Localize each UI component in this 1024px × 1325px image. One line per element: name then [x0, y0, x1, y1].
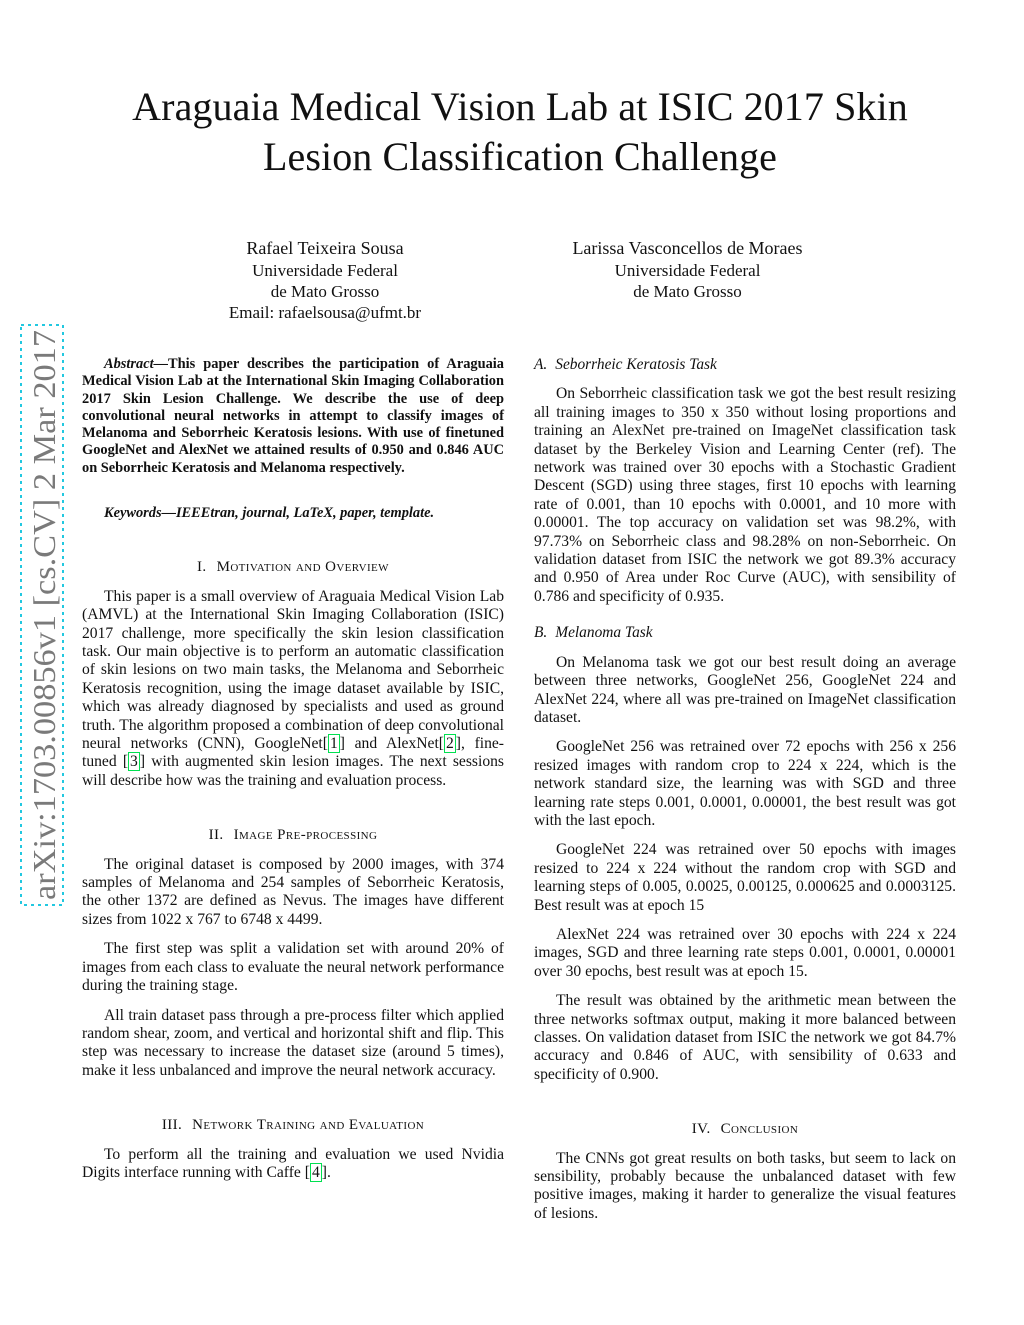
subsection-heading: B. Melanoma Task [534, 624, 653, 642]
left-column [82, 356, 504, 1182]
author-affiliation: de Mato Grosso [633, 282, 742, 301]
author-name: Larissa Vasconcellos de Moraes [572, 238, 803, 258]
paragraph: This paper is a small overview of Araguaia Medical Vision Lab (AMVL) at the International Skin Imaging Collaboration (ISIC) 2017 challenge, more specifically the skin lesion classification task. Our main objective is to perform an automatic classification of skin lesions on two main tasks, the Melanoma and Seborrheic Keratosis recognition, using the image dataset available by ISIC, which was already diagnosed by specialists and used as ground truth. The algorithm proposed a combination of deep convolutional neural networks (CNN), GoogleNet[ 1 ] and AlexNet[ 2 ], fine-tuned [ 3 ] with augmented skin lesion images. The next sessions will describe how was the training and evaluation process. [82, 587, 505, 789]
citation-link[interactable]: 1 [329, 735, 338, 753]
section-heading: III. Network Training and Evaluation [161, 1117, 425, 1134]
citation-link[interactable]: 3 [130, 753, 138, 771]
author-block-1 [180, 236, 470, 323]
paragraph: All train dataset pass through a pre-process filter which applied random shear, zoom, and vertical and horizontal shift and flip. This step was necessary to increase the dataset size (around 5 times), make it less unbalanced and improve the neural network accuracy. [82, 1006, 504, 1079]
section-heading: II. Image Pre-processing [208, 827, 378, 844]
section-heading: IV. Conclusion [691, 1121, 799, 1138]
author-email: Email: rafaelsousa@ufmt.br [228, 303, 422, 322]
keywords: Keywords—IEEEtran, journal, LaTeX, paper, template. [104, 505, 435, 522]
paragraph: On Seborrheic classification task we got the best result resizing all training images to 350 x 350 without losing proportions and training an AlexNet pre-trained on ImageNet classification task dataset by the Berkeley Vision and Learning Center (ref). The network was trained over 30 epochs with a Stochastic Gradient Descent (SGD) using three stages, first 10 epochs with learning rate of 0.001, than 10 epochs with 0.0001, and 10 more with 0.00001. The top accuracy on validation set was 98.2%, with 97.73% on Seborrheic class and 98.28% on non-Seborrheic. On validation dataset from ISIC the network we got 89.3% accuracy and 0.950 of Area under Roc Curve (AUC), with sensibility of 0.786 and specificity of 0.935. [534, 385, 956, 605]
author-affiliation: Universidade Federal [252, 261, 398, 280]
paragraph: The first step was split a validation set with around 20% of images from each class to evaluate the neural network performance during the training stage. [82, 940, 504, 995]
author-name: Rafael Teixeira Sousa [246, 238, 404, 258]
section-heading: I. Motivation and Overview [197, 559, 389, 576]
subsection-heading: A. Seborrheic Keratosis Task [534, 356, 717, 373]
arxiv-stamp [18, 322, 66, 908]
arxiv-stamp-graphic [18, 322, 66, 908]
paragraph: GoogleNet 256 was retrained over 72 epochs with 256 x 256 resized images with random crop to 224 x 224, which is the network standard size, the learning was with SGD and three learning rate steps 0.001, 0.0001, 0.00001, the best result was got with the last epoch. [534, 738, 956, 829]
abstract-text: This paper describes the participation of Araguaia Medical Vision Lab at the International Skin Imaging Collaboration 2017 Skin Lesion Challenge. We describe the use of deep convolutional neural networks in attempt to classify images of Melanoma and Seborrheic Keratosis lesions. With use of finetuned GoogleNet and AlexNet we attained results of 0.950 and 0.846 AUC on Seborrheic Keratosis and Melanoma respectively. [82, 356, 504, 476]
paper-title: Araguaia Medical Vision Lab at ISIC 2017 Skin Lesion Classification Challenge [132, 84, 908, 179]
citation-link[interactable]: 4 [311, 1163, 320, 1181]
author-affiliation: Universidade Federal [614, 261, 761, 280]
paragraph: GoogleNet 224 was retrained over 50 epochs with images resized to 224 x 224 without the random crop with SGD and learning steps of 0.005, 0.0025, 0.00125, 0.000625 and 0.0003125. Best result was at epoch 15 [534, 841, 956, 914]
author-block-2 [540, 236, 835, 302]
abstract [82, 356, 504, 477]
paragraph: On Melanoma task we got our best result doing an average between three networks, GoogleNet 256, GoogleNet 224 and AlexNet 224, where all was pre-trained on ImageNet classification dataset. [534, 653, 956, 726]
right-column [534, 356, 956, 1223]
author-affiliation: de Mato Grosso [270, 282, 380, 301]
arxiv-stamp-text: arXiv:1703.00856v1 [cs.CV] 2 Mar 2017 [27, 376, 62, 900]
paragraph: The result was obtained by the arithmetic mean between the three networks softmax output, making it more balanced between classes. On validation dataset from ISIC the network we got 84.7% accuracy and 0.846 of AUC, with sensibility of 0.633 and specificity of 0.900. [534, 992, 956, 1083]
citation-link[interactable]: 2 [446, 735, 454, 753]
paragraph: The CNNs got great results on both tasks, but seem to lack on sensibility, probably because the unbalanced dataset with few positive images, making it harder to generalize the visual features of lesions. [534, 1149, 956, 1222]
abstract-label: Abstract— [104, 356, 168, 372]
paragraph: To perform all the training and evaluation we used Nvidia Digits interface running with Caffe [ 4 ]. [82, 1145, 504, 1181]
paragraph: AlexNet 224 was retrained over 30 epochs with 224 x 224 images, SGD and three learning rate steps 0.001, 0.0001, 0.00001 over 30 epochs, best result was at epoch 15. [534, 925, 956, 980]
paragraph: The original dataset is composed by 2000 images, with 374 samples of Melanoma and 254 samples of Seborrheic Keratosis, the other 1372 are defined as Nevus. The images have different sizes from 1022 x 767 to 6748 x 4499. [82, 855, 504, 928]
